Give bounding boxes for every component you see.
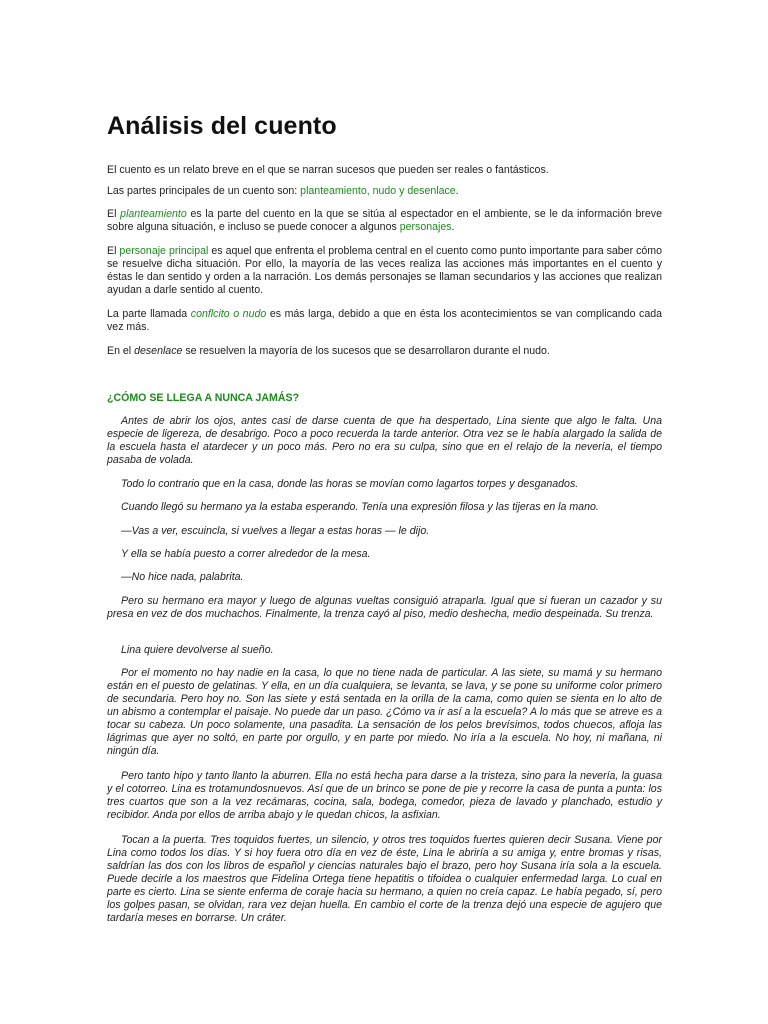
personaje-principal-term: personaje principal: [119, 245, 209, 257]
intro-paragraph-4: [107, 245, 662, 297]
story-paragraph: Antes de abrir los ojos, antes casi de darse cuenta de que ha despertado, Lina siente que algo le falta. Una especie de ligereza, de desabrigo. Poco a poco recuerda la tarde anterior. Otra vez se le había alargado la salida de la escuela hasta el atardecer y un poco más. Pero no era su culpa, sino que en el relajo de la nevería, el tiempo pasaba de volada.: [107, 415, 662, 466]
desenlace-term: desenlace: [134, 345, 183, 357]
intro-paragraph-1: El cuento es un relato breve en el que se narran sucesos que pueden ser reales o fantásticos.: [107, 164, 549, 176]
story-paragraph: Y ella se había puesto a correr alrededor de la mesa.: [121, 548, 371, 560]
story-paragraph: Pero tanto hipo y tanto llanto la aburren. Ella no está hecha para darse a la tristeza, sino para la nevería, la guasa y el cotorreo. Lina es trotamundosnuevos. Así que de un brinco se pone de pie y recorre la casa de punta a punta: los tres cuartos que son a la vez recámaras, cocina, sala, bodega, comedor, pieza de lavado y planchado, estudio y recibidor. Anda por ellos de arriba abajo y le quedan chicos, la asfixian.: [107, 770, 662, 821]
personajes-term: personajes: [399, 221, 452, 233]
story-paragraph: Por el momento no hay nadie en la casa, lo que no tiene nada de particular. A las siete, su mamá y su hermano están en el puesto de gelatinas. Y ella, en un día cualquiera, se levanta, se lava, y se pone su uniforme color primero de secundaria. Pero hoy no. Son las siete y está sentada en la orilla de la cama, como quien se sienta en lo alto de un abismo a contemplar el paisaje. No puede dar un paso. ¿Cómo va ir así a la escuela? A lo más que se atreve es a tocar su cabeza. Un poco solamente, una pasadita. La sensación de los pelos brevísimos, todos chuecos, afloja las lágrimas que ayer no soltó, en parte por orgullo, y en parte por miedo. No iría a la escuela. No hoy, ni mañana, ni ningún día.: [107, 667, 662, 757]
story-paragraph: Cuando llegó su hermano ya la estaba esperando. Tenía una expresión filosa y las tijeras en la mano.: [121, 501, 599, 513]
story-paragraph: Todo lo contrario que en la casa, donde las horas se movían como lagartos torpes y desganados.: [121, 478, 579, 490]
parts-link-text: planteamiento, nudo y desenlace: [300, 185, 456, 197]
text: En el: [107, 345, 135, 357]
story-paragraph: Pero su hermano era mayor y luego de algunas vueltas consiguió atraparla. Igual que si fueran un cazador y su presa en vez de dos muchachos. Finalmente, la trenza cayó al piso, medio deshecha, medio despeinada. Su trenza.: [107, 595, 662, 620]
text: .: [451, 221, 455, 233]
story-heading: ¿CÓMO SE LLEGA A NUNCA JAMÁS?: [107, 392, 300, 404]
intro-paragraph-3: [107, 208, 662, 234]
text: El: [107, 208, 121, 220]
nudo-term: conflcito o nudo: [190, 308, 267, 320]
text: El: [107, 245, 120, 257]
page-title: Análisis del cuento: [107, 112, 337, 140]
text: es aquel que enfrenta el problema central en el cuento como punto importante para saber cómo se resuelve dicha situación. Por ello, la mayoría de las veces realiza las acciones más importantes en el cuento y éstas le dan sentido y orden a la narración. Los demás personajes se llaman secundarios y las acciones que realizan ayudan a darle sentido al cuento.: [107, 245, 662, 296]
intro-paragraph-2: [107, 185, 662, 198]
story-paragraph: —No hice nada, palabrita.: [121, 571, 244, 583]
text: es la parte del cuento en la que se sitúa al espectador en el ambiente, se le da información breve sobre alguna situación, e incluso se puede conocer a algunos: [107, 208, 662, 233]
intro-paragraph-5: [107, 308, 662, 334]
story-paragraph: Tocan a la puerta. Tres toquidos fuertes, un silencio, y otros tres toquidos fuertes quieren decir Susana. Viene por Lina como todos los días. Y si hoy fuera otro día en vez de éste, Lina le abriría a su amiga y, entre bromas y risas, saldrían las dos con los libros de español y ciencias naturales bajo el brazo, pero hoy Susana iría sola a la escuela. Puede decirle a los maestros que Fidelina Ortega tiene hepatitis o tifoidea o cualquier enfermedad larga. Lo cual en parte es cierto. Lina se siente enferma de coraje hacia su hermano, a quien no creía capaz. Le había pegado, sí, pero los golpes pasan, se olvidan, rara vez dejan huella. En cambio el corte de la trenza dejó una especie de agujero que tardaría meses en borrarse. Un cráter.: [107, 834, 662, 924]
text: Las partes principales de un cuento son:: [107, 185, 301, 197]
intro-paragraph-6: [107, 345, 662, 358]
text: .: [455, 185, 459, 197]
story-paragraph: —Vas a ver, escuincla, si vuelves a llegar a estas horas — le dijo.: [121, 525, 430, 537]
text: La parte llamada: [107, 308, 191, 320]
text: se resuelven la mayoría de los sucesos que se desarrollaron durante el nudo.: [182, 345, 550, 357]
planteamiento-term: planteamiento: [120, 208, 187, 220]
story-paragraph: Lina quiere devolverse al sueño.: [121, 644, 274, 656]
text: es más larga, debido a que en ésta los acontecimientos se van complicando cada vez más.: [107, 308, 663, 333]
